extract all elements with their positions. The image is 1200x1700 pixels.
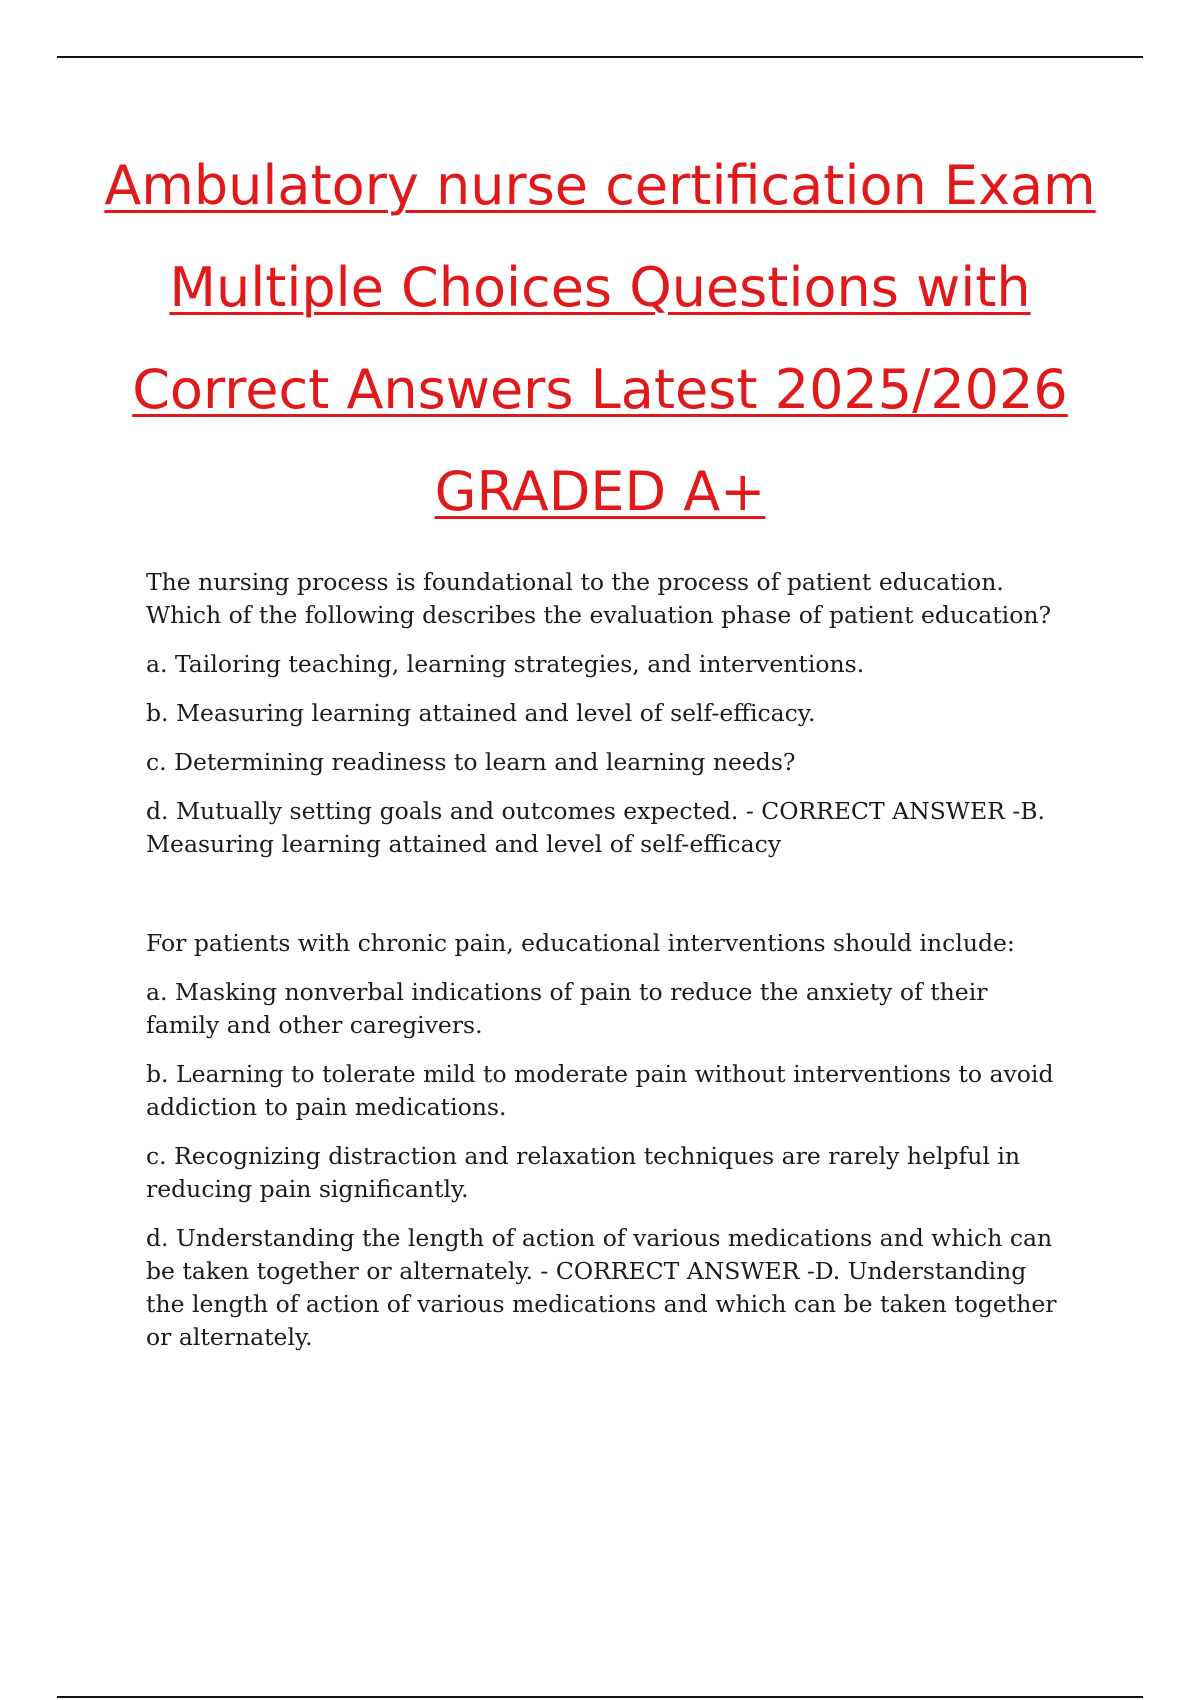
- answer-option-a: a. Tailoring teaching, learning strategies, and interventions.: [146, 650, 865, 678]
- question-separator: [146, 877, 1066, 927]
- answer-option-b: b. Learning to tolerate mild to moderate pain without interventions to avoid addiction to pain medications.: [146, 1060, 1054, 1121]
- answer-option-d: d. Understanding the length of action of various medications and which can be taken together or alternately. - CORRECT ANSWER -D. Understanding the length of action of various medications and which can be taken together or alternately.: [146, 1224, 1057, 1351]
- title-line-3: Correct Answers Latest 2025/2026: [132, 358, 1068, 421]
- answer-option-b: b. Measuring learning attained and level of self-efficacy.: [146, 699, 816, 727]
- title-line-1: Ambulatory nurse certification Exam: [104, 154, 1096, 217]
- answer-option-c: c. Recognizing distraction and relaxation techniques are rarely helpful in reducing pain significantly.: [146, 1142, 1020, 1203]
- answer-option-d: d. Mutually setting goals and outcomes expected. - CORRECT ANSWER -B. Measuring learning attained and level of self-efficacy: [146, 797, 1045, 858]
- document-title: [100, 135, 1100, 543]
- question-stem: The nursing process is foundational to the process of patient education. Which of the following describes the evaluation phase of patient education?: [146, 568, 1052, 629]
- answer-option-a: a. Masking nonverbal indications of pain to reduce the anxiety of their family and other caregivers.: [146, 978, 988, 1039]
- title-line-2: Multiple Choices Questions with: [169, 256, 1031, 319]
- document-body: [146, 566, 1066, 1370]
- title-line-4: GRADED A+: [434, 460, 766, 523]
- bottom-rule: [57, 1696, 1143, 1698]
- answer-option-c: c. Determining readiness to learn and learning needs?: [146, 748, 796, 776]
- question-1: [146, 566, 1066, 861]
- question-stem: For patients with chronic pain, educational interventions should include:: [146, 929, 1015, 957]
- top-rule: [57, 56, 1143, 58]
- question-2: [146, 927, 1066, 1354]
